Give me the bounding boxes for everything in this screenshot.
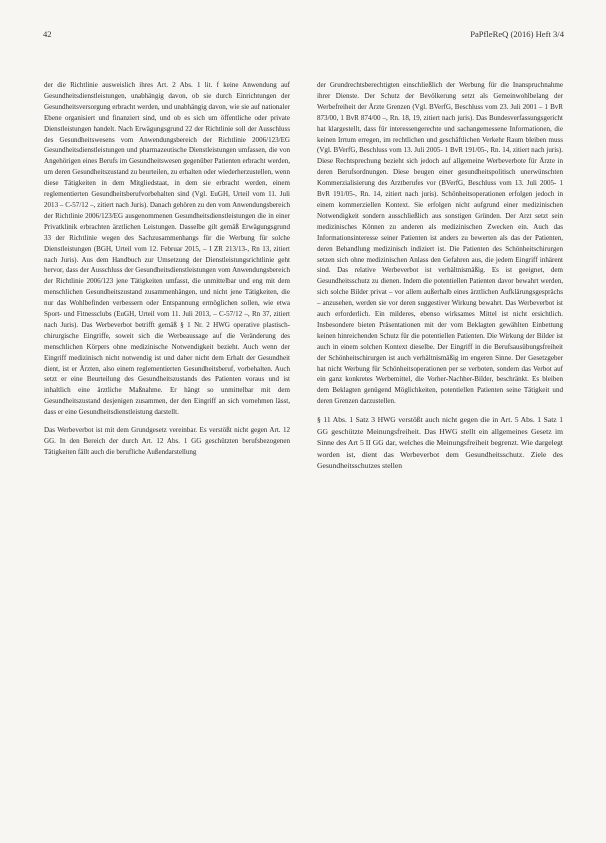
body-paragraph: der die Richtlinie ausweislich ihres Art. 2 Abs. 1 lit. f keine Anwendung auf Gesundheitsdienstleistungen, unabhängig davon, ob sie durch Einrichtungen der Gesundheitsversorgung erbracht werden, und unabhängig davon, wie sie auf nationaler Ebene organisiert und finanziert sind, und ob es sich um öffentliche oder private Dienstleistungen handelt. Nach Erwägungsgrund 22 der Richtlinie soll der Ausschluss des Gesundheitswesens vom Anwendungsbereich der Richtlinie 2006/123/EG Gesundheitsdienstleistungen und pharmazeutische Dienstleistungen umfassen, die von Angehörigen eines Berufs im Gesundheitswesen gegenüber Patienten erbracht werden, um deren Gesundheitszustand zu beurteilen, zu erhalten oder wiederherzustellen, wenn diese Tätigkeiten in dem Mitgliedstaat, in dem sie erbracht werden, einem reglementierten Gesundheitsberufvorbehalten sind (Vgl. EuGH, Urteil vom 11. Juli 2013 – C-57/12 –, zitiert nach Juris). Danach gehören zu den vom Anwendungsbereich der Richtlinie 2006/123/EG ausgenommenen Gesundheitsdienstleistungen die in einer Privatklinik erbrachten ärztlichen Leistungen. Dasselbe gilt gemäß Erwägungsgrund 33 der Richtlinie wegen des Sachzusammenhangs für die Werbung für solche Dienstleistungen (BGH, Urteil vom 12. Februar 2015, – I ZR 213/13-, Rn 13, zitiert nach Juris). Aus dem Handbuch zur Umsetzung der Dienstleistungsrichtlinie geht hervor, dass der Ausschluss der Gesundheitsdienstleistungen vom Anwendungsbereich der Richtlinie 2006/123 jene Tätigkeiten umfasst, die unmittelbar und eng mit dem menschlichen Gesundheitszustand zusammenhängen, und nicht jene Tätigkeiten, die nur das Wohlbefinden verbessern oder Entspannung ermöglichen sollen, wie etwa Sport- und Fitnessclubs (EuGH, Urteil vom 11. Juli 2013, – C-57/12 –, Rn 37, zitiert nach Juris). Das Werbeverbot betrifft gemäß § 1 Nr. 2 HWG operative plastisch-chirurgische Eingriffe, soweit sich die Werbeaussage auf die Veränderung des menschlichen Körpers ohne medizinische Notwendigkeit bezieht. Auch wenn der Eingriff medizinisch nicht notwendig ist und daher nicht dem Erhalt der Gesundheit dient, ist er Ärzten, also einem reglementierten Gesundheitsberuf, vorbehalten. Auch setzt er eine Beurteilung des Gesundheitszustands des Patienten voraus und ist inhaltlich eine ärztliche Maßnahme. Er hängt so unmittelbar mit dem Gesundheitszustand desjenigen zusammen, der den Eingriff an sich vornehmen lässt, dass er eine Gesundheitsdienstleistung darstellt.: [44, 81, 290, 417]
page-header: [43, 29, 564, 39]
section-paragraph: § 11 Abs. 1 Satz 3 HWG verstößt auch nicht gegen die in Art. 5 Abs. 1 Satz 1 GG geschützte Meinungsfreiheit. Das HWG stellt ein allgemeines Gesetz im Sinne des Art 5 II GG dar, welches die Meinungsfreiheit begrenzt. Wie dargelegt worden ist, dient das Werbeverbot dem Gesundheitsschutz. Ziele des Gesundheitsschutzes stellen: [317, 415, 563, 471]
body-paragraph: der Grundrechtsberechtigten einschließlich der Werbung für die Inanspruchnahme ihrer Dienste. Der Schutz der Bevölkerung setzt als Gemeinwohlbelang der Werbefreiheit der Ärzte Grenzen (Vgl. BVerfG, Beschluss vom 23. Juli 2001 – 1 BvR 873/00, 1 BvR 874/00 –, Rn. 18, 19, zitiert nach juris). Das Bundesverfassungsgericht hat klargestellt, dass für interessengerechte und sachangemessene Informationen, die keinen Irrtum erregen, im rechtlichen und geschäftlichen Verkehr Raum bleiben muss (Vgl. BVerfG, Beschluss vom 13. Juli 2005- 1 BvR 191/05-, Rn. 14, zitiert nach juris). Diese Rechtsprechung bezieht sich jedoch auf allgemeine Werbeverbote für Ärzte in deren Berufsordnungen. Diese beugen einer gesundheitspolitisch unerwünschten Kommerzialisierung des Arztberufes vor (BVerfG, Beschluss vom 13. Juli 2005- 1 BvR 191/05-, Rn. 14, zitiert nach juris). Schönheitsoperationen erfolgen jedoch in einem kommerziellen Kontext. Sie erfolgen nicht aufgrund einer medizinischen Notwendigkeit sondern ausschließlich aus sonstigen Gründen. Der Arzt setzt sein medizinisches Können zu anderen als medizinischen Zwecken ein. Auch das Informationsinteresse seiner Patienten ist anders zu bewerten als das der Patienten, deren Behandlung medizinisch indiziert ist. Die Patienten des Schönheitschirurgen setzen sich ohne medizinischen Anlass den Gefahren aus, die jedem Eingriff inhärent sind. Das relative Werbeverbot ist verhältnismäßig. Es ist geeignet, dem Gesundheitsschutz zu dienen. Indem die potentiellen Patienten davor bewahrt werden, sich solche Bilder privat – vor allem außerhalb eines ärztlichen Aufklärungsgesprächs – anzusehen, werden sie vor deren suggestiver Wirkung bewahrt. Das Werbeverbot ist auch erforderlich. Ein milderes, ebenso wirksames Mittel ist nicht ersichtlich. Insbesondere bieten Präsentationen mit der vom Beklagten gewählten Einbettung keinen hinreichenden Schutz für die potentiellen Patienten. Die Wirkung der Bilder ist auch in einem solchen Kontext dieselbe. Der Eingriff in die Berufsausübungsfreiheit der Schönheitschirurgen ist auch verhältnismäßig im engeren Sinne. Der Gesetzgeber hat nicht Werbung für Schönheitsoperationen per se verboten, sondern das Verbot auf ein ganz konkretes Werbemittel, die Vorher-Nachher-Bilder, beschränkt. Es bleiben dem Beklagten genügend Möglichkeiten, potentiellen Patienten seine Tätigkeit und deren Grenzen darzustellen.: [317, 81, 563, 406]
body-paragraph: Das Werbeverbot ist mit dem Grundgesetz vereinbar. Es verstößt nicht gegen Art. 12 GG. In den Bereich der durch Art. 12 Abs. 1 GG geschützten berufsbezogenen Tätigkeiten fällt auch die berufliche Außendarstellung: [44, 426, 290, 456]
page-number: 42: [43, 29, 52, 39]
left-column: [44, 80, 290, 458]
journal-reference: PaPfleReQ (2016) Heft 3/4: [470, 29, 564, 39]
right-column: [317, 80, 563, 472]
